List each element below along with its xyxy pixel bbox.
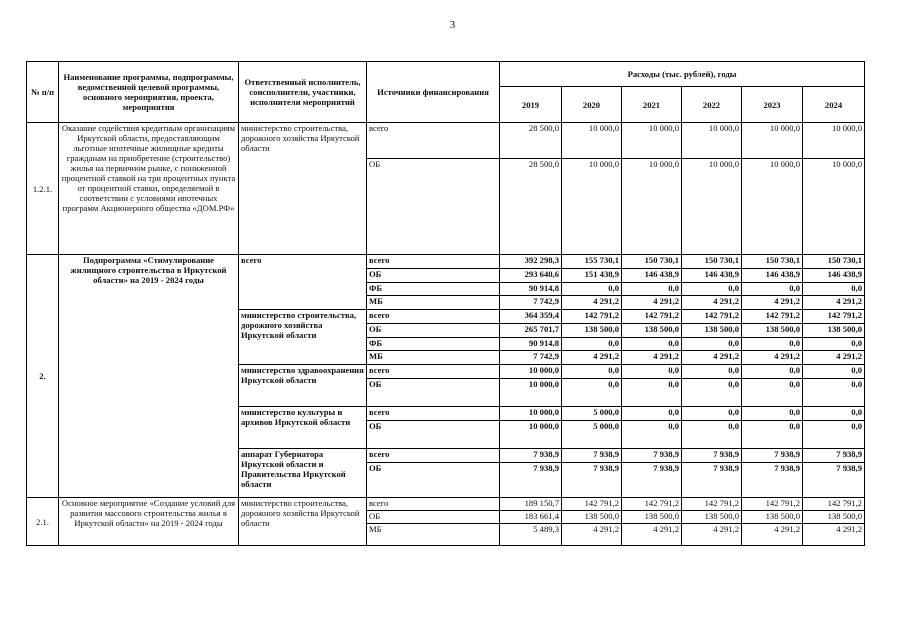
value-cell: 5 000,0	[562, 407, 622, 421]
header-responsible: Ответственный исполнитель, соисполнители, участники, исполнители мероприятий	[239, 62, 367, 123]
funding-source: ОБ	[367, 159, 500, 255]
responsible-executor: аппарат Губернатора Иркутской области и Правительства Иркутской области	[239, 449, 367, 498]
value-cell: 0,0	[803, 379, 865, 407]
funding-source: ОБ	[367, 324, 500, 338]
value-cell: 10 000,0	[682, 159, 742, 255]
value-cell: 10 000,0	[682, 123, 742, 159]
value-cell: 7 938,9	[682, 463, 742, 498]
value-cell: 0,0	[742, 379, 803, 407]
budget-table	[26, 61, 865, 546]
value-cell: 138 500,0	[562, 511, 622, 524]
value-cell: 0,0	[562, 338, 622, 351]
value-cell: 138 500,0	[742, 324, 803, 338]
value-cell: 146 438,9	[803, 269, 865, 283]
value-cell: 7 938,9	[803, 449, 865, 463]
program-name: Оказание содействия кредитным организациям Иркутской области, предоставляющим льготные ипотечные жилищные кредиты гражданам на приобретение (строительство) жилья на первичном рынке, с пониженной процентной ставкой на три процентных пункта от процентной ставки, определяемой в соответствии с условиями ипотечных программ Акционерного общества «ДОМ.РФ»	[59, 123, 239, 255]
value-cell: 0,0	[562, 379, 622, 407]
value-cell: 10 000,0	[562, 123, 622, 159]
value-cell: 7 938,9	[622, 449, 682, 463]
value-cell: 138 500,0	[682, 511, 742, 524]
value-cell: 142 791,2	[682, 310, 742, 324]
value-cell: 0,0	[742, 407, 803, 421]
value-cell: 10 000,0	[500, 379, 562, 407]
responsible-executor: министерство здравоохранения Иркутской области	[239, 365, 367, 407]
table-row	[27, 123, 865, 159]
value-cell: 146 438,9	[742, 269, 803, 283]
value-cell: 142 791,2	[803, 310, 865, 324]
value-cell: 364 359,4	[500, 310, 562, 324]
value-cell: 392 298,3	[500, 255, 562, 269]
header-year: 2023	[742, 87, 803, 123]
value-cell: 138 500,0	[682, 324, 742, 338]
value-cell: 142 791,2	[742, 310, 803, 324]
value-cell: 0,0	[682, 379, 742, 407]
program-name: Основное мероприятие «Создание условий для развития массового строительства жилья в Иркутской области» на 2019 - 2024 годы	[59, 498, 239, 546]
value-cell: 10 000,0	[562, 159, 622, 255]
funding-source: ОБ	[367, 269, 500, 283]
value-cell: 146 438,9	[682, 269, 742, 283]
value-cell: 10 000,0	[803, 159, 865, 255]
table-body	[27, 123, 865, 546]
row-number: 2.1.	[27, 498, 59, 546]
responsible-executor: министерство строительства, дорожного хозяйства Иркутской области	[239, 310, 367, 365]
value-cell: 0,0	[682, 338, 742, 351]
value-cell: 0,0	[803, 407, 865, 421]
header-name: Наименование программы, подпрограммы, ведомственной целевой программы, основного мероприятия, проекта, мероприятия	[59, 62, 239, 123]
value-cell: 0,0	[622, 407, 682, 421]
value-cell: 7 938,9	[500, 463, 562, 498]
funding-source: всего	[367, 498, 500, 511]
value-cell: 150 730,1	[803, 255, 865, 269]
value-cell: 0,0	[622, 365, 682, 379]
funding-source: всего	[367, 449, 500, 463]
value-cell: 7 938,9	[803, 463, 865, 498]
value-cell: 7 938,9	[500, 449, 562, 463]
row-number: 2.	[27, 255, 59, 498]
value-cell: 0,0	[682, 283, 742, 296]
value-cell: 155 730,1	[562, 255, 622, 269]
value-cell: 138 500,0	[622, 324, 682, 338]
value-cell: 0,0	[622, 338, 682, 351]
value-cell: 4 291,2	[742, 296, 803, 310]
value-cell: 142 791,2	[682, 498, 742, 511]
value-cell: 0,0	[562, 365, 622, 379]
value-cell: 4 291,2	[803, 296, 865, 310]
value-cell: 4 291,2	[742, 524, 803, 546]
value-cell: 90 914,8	[500, 338, 562, 351]
value-cell: 142 791,2	[622, 498, 682, 511]
funding-source: ФБ	[367, 338, 500, 351]
value-cell: 138 500,0	[803, 511, 865, 524]
funding-source: всего	[367, 407, 500, 421]
funding-source: всего	[367, 123, 500, 159]
value-cell: 4 291,2	[562, 351, 622, 365]
value-cell: 0,0	[682, 407, 742, 421]
funding-source: ОБ	[367, 511, 500, 524]
program-name: Подпрограмма «Стимулирование жилищного строительства в Иркутской области» на 2019 - 2024 годы	[59, 255, 239, 498]
value-cell: 0,0	[803, 338, 865, 351]
value-cell: 146 438,9	[622, 269, 682, 283]
header-year: 2020	[562, 87, 622, 123]
value-cell: 4 291,2	[622, 351, 682, 365]
value-cell: 151 438,9	[562, 269, 622, 283]
value-cell: 0,0	[742, 283, 803, 296]
value-cell: 0,0	[742, 421, 803, 449]
header-year: 2021	[622, 87, 682, 123]
value-cell: 142 791,2	[622, 310, 682, 324]
funding-source: всего	[367, 255, 500, 269]
value-cell: 7 938,9	[742, 463, 803, 498]
value-cell: 5 489,3	[500, 524, 562, 546]
value-cell: 0,0	[622, 379, 682, 407]
value-cell: 0,0	[803, 365, 865, 379]
value-cell: 4 291,2	[803, 351, 865, 365]
value-cell: 0,0	[803, 421, 865, 449]
value-cell: 0,0	[803, 283, 865, 296]
value-cell: 150 730,1	[622, 255, 682, 269]
value-cell: 0,0	[682, 365, 742, 379]
value-cell: 4 291,2	[742, 351, 803, 365]
value-cell: 0,0	[742, 338, 803, 351]
value-cell: 10 000,0	[742, 123, 803, 159]
value-cell: 142 791,2	[562, 498, 622, 511]
value-cell: 10 000,0	[500, 421, 562, 449]
value-cell: 293 640,6	[500, 269, 562, 283]
value-cell: 4 291,2	[622, 524, 682, 546]
funding-source: ФБ	[367, 283, 500, 296]
value-cell: 28 500,0	[500, 159, 562, 255]
table-row	[27, 255, 865, 269]
funding-source: ОБ	[367, 421, 500, 449]
funding-source: МБ	[367, 524, 500, 546]
value-cell: 142 791,2	[803, 498, 865, 511]
value-cell: 265 701,7	[500, 324, 562, 338]
value-cell: 10 000,0	[742, 159, 803, 255]
value-cell: 10 000,0	[500, 407, 562, 421]
funding-source: всего	[367, 365, 500, 379]
funding-source: всего	[367, 310, 500, 324]
value-cell: 150 730,1	[682, 255, 742, 269]
value-cell: 7 742,9	[500, 351, 562, 365]
value-cell: 0,0	[562, 283, 622, 296]
value-cell: 138 500,0	[622, 511, 682, 524]
value-cell: 7 938,9	[562, 449, 622, 463]
value-cell: 5 000,0	[562, 421, 622, 449]
header-year: 2024	[803, 87, 865, 123]
value-cell: 10 000,0	[622, 159, 682, 255]
value-cell: 0,0	[742, 365, 803, 379]
value-cell: 10 000,0	[500, 365, 562, 379]
responsible-executor: министерство строительства, дорожного хозяйства Иркутской области	[239, 498, 367, 546]
funding-source: ОБ	[367, 379, 500, 407]
value-cell: 189 150,7	[500, 498, 562, 511]
page-number: 3	[449, 19, 456, 31]
header-year: 2022	[682, 87, 742, 123]
value-cell: 183 661,4	[500, 511, 562, 524]
table-header	[27, 62, 865, 123]
value-cell: 0,0	[622, 421, 682, 449]
value-cell: 138 500,0	[562, 324, 622, 338]
value-cell: 142 791,2	[562, 310, 622, 324]
value-cell: 7 938,9	[622, 463, 682, 498]
header-sources: Источники финансирования	[367, 62, 500, 123]
value-cell: 4 291,2	[622, 296, 682, 310]
value-cell: 4 291,2	[682, 351, 742, 365]
value-cell: 10 000,0	[622, 123, 682, 159]
value-cell: 10 000,0	[803, 123, 865, 159]
value-cell: 7 742,9	[500, 296, 562, 310]
value-cell: 4 291,2	[562, 296, 622, 310]
responsible-executor: министерство культуры и архивов Иркутской области	[239, 407, 367, 449]
value-cell: 0,0	[682, 421, 742, 449]
value-cell: 90 914,8	[500, 283, 562, 296]
value-cell: 28 500,0	[500, 123, 562, 159]
value-cell: 4 291,2	[562, 524, 622, 546]
header-year: 2019	[500, 87, 562, 123]
value-cell: 7 938,9	[562, 463, 622, 498]
value-cell: 7 938,9	[742, 449, 803, 463]
responsible-executor: всего	[239, 255, 367, 310]
funding-source: МБ	[367, 351, 500, 365]
header-num: № п/п	[27, 62, 59, 123]
value-cell: 138 500,0	[742, 511, 803, 524]
responsible-executor: министерство строительства, дорожного хозяйства Иркутской области	[239, 123, 367, 255]
table-row	[27, 498, 865, 511]
value-cell: 4 291,2	[682, 524, 742, 546]
value-cell: 7 938,9	[682, 449, 742, 463]
funding-source: МБ	[367, 296, 500, 310]
header-expenses: Расходы (тыс. рублей), годы	[500, 62, 865, 87]
value-cell: 0,0	[622, 283, 682, 296]
row-number: 1.2.1.	[27, 123, 59, 255]
value-cell: 142 791,2	[742, 498, 803, 511]
value-cell: 138 500,0	[803, 324, 865, 338]
value-cell: 4 291,2	[803, 524, 865, 546]
value-cell: 4 291,2	[682, 296, 742, 310]
value-cell: 150 730,1	[742, 255, 803, 269]
funding-source: ОБ	[367, 463, 500, 498]
